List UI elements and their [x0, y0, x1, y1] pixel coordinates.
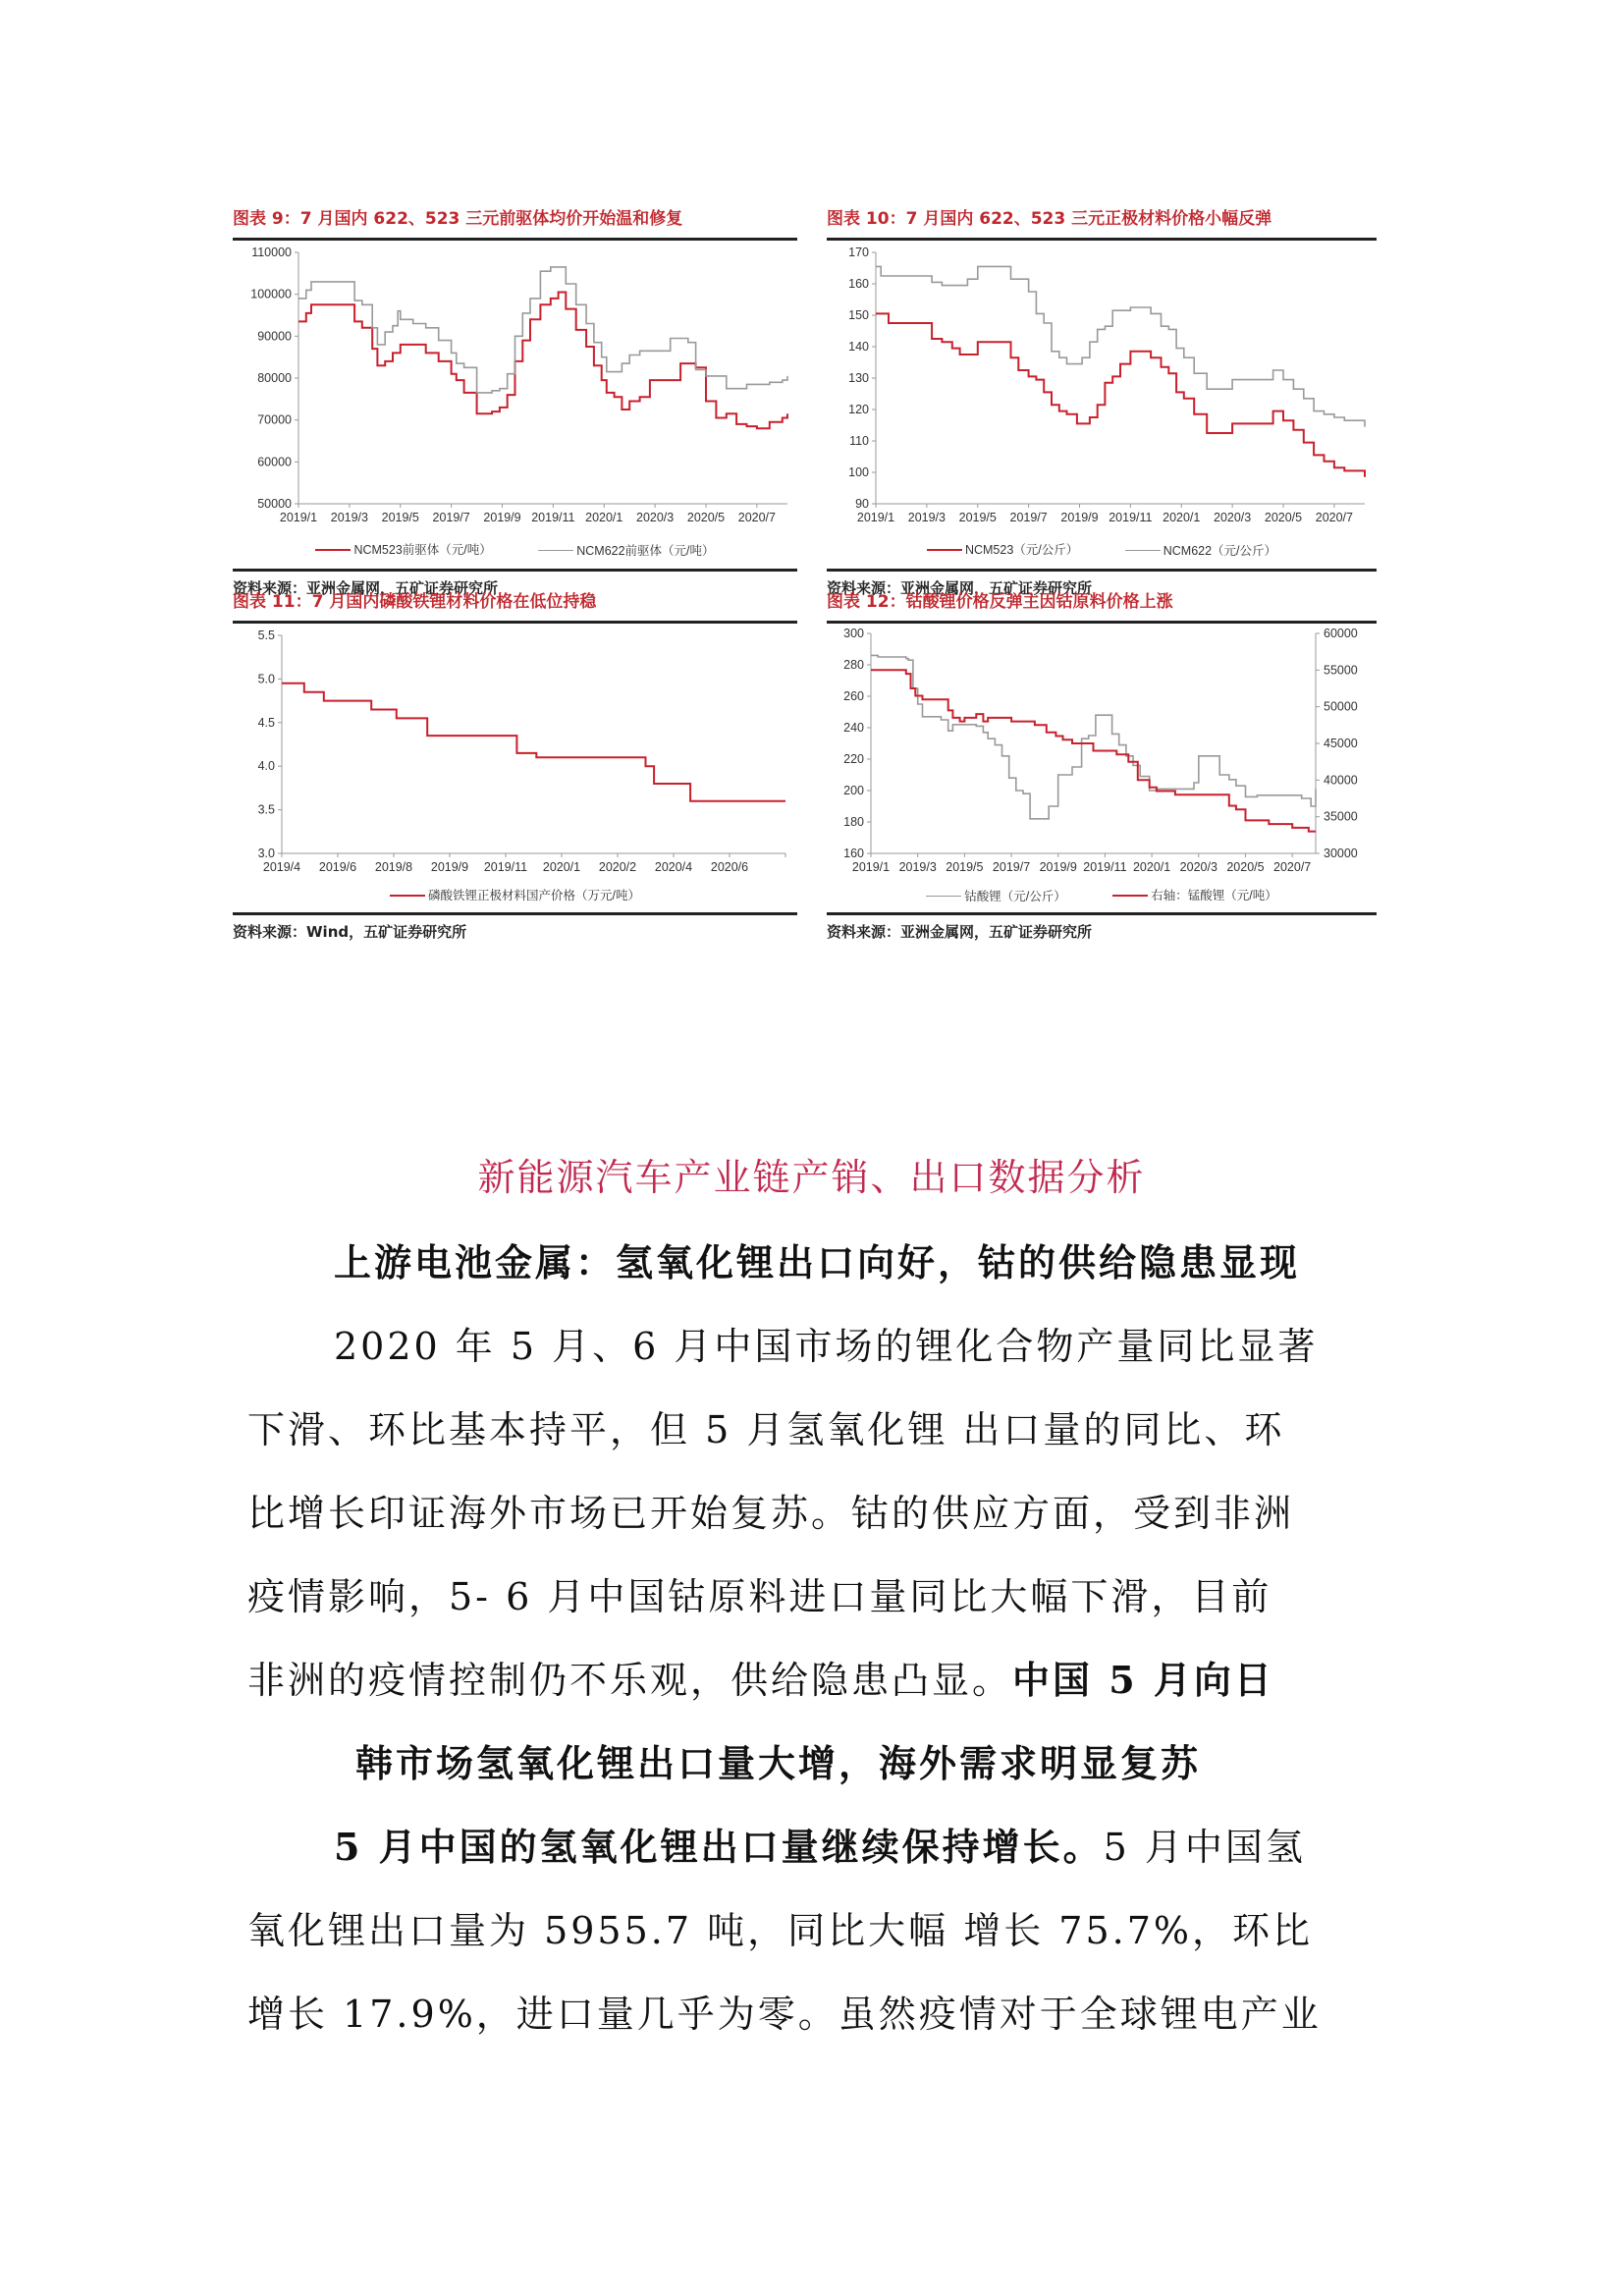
y2-tick-label: 35000 — [1324, 809, 1358, 824]
x-tick-label: 2020/5 — [1226, 860, 1265, 874]
chart-legend — [827, 881, 1377, 904]
x-tick-label: 2019/1 — [851, 860, 891, 874]
series-line-1 — [871, 670, 1316, 831]
x-tick-label: 2019/11 — [1083, 860, 1127, 874]
y-tick-label: 90 — [855, 497, 869, 511]
series-line-1 — [876, 266, 1365, 426]
x-tick-label: 2019/11 — [1109, 511, 1153, 524]
paragraph-2-line-1 — [334, 1817, 1306, 1871]
x-tick-label: 2019/6 — [318, 860, 357, 874]
y-tick-label: 4.0 — [257, 759, 275, 774]
section-title: 新能源汽车产业链产销、出口数据分析 — [477, 1156, 1146, 1199]
x-tick-label: 2019/9 — [1039, 860, 1077, 874]
x-tick-label: 2020/3 — [1214, 511, 1252, 524]
divider — [827, 569, 1377, 572]
x-tick-label: 2019/4 — [262, 860, 301, 874]
divider — [233, 912, 797, 915]
subheading-2: 韩市场氢氧化锂出口量大增，海外需求明显复苏 — [355, 1741, 1202, 1785]
legend-item — [538, 539, 714, 563]
legend-label: NCM622（元/公斤） — [1163, 543, 1277, 558]
y2-tick-label: 50000 — [1324, 699, 1358, 714]
x-tick-label: 2020/7 — [1315, 511, 1353, 524]
y-tick-label: 260 — [843, 689, 864, 703]
y-tick-label: 300 — [843, 627, 864, 640]
y2-tick-label: 55000 — [1324, 663, 1358, 678]
chart-12-plot — [827, 624, 1377, 881]
y-tick-label: 130 — [848, 371, 869, 385]
x-tick-label: 2020/1 — [1132, 860, 1171, 874]
legend-item — [1112, 884, 1276, 907]
legend-label: 磷酸铁锂正极材料国产价格（万元/吨） — [428, 889, 640, 902]
chart-legend — [233, 535, 797, 559]
y-tick-label: 150 — [848, 308, 869, 322]
legend-swatch — [927, 549, 962, 551]
x-tick-label: 2019/9 — [430, 860, 469, 874]
legend-item — [315, 538, 491, 562]
x-tick-label: 2019/1 — [856, 511, 895, 524]
x-tick-label: 2020/7 — [1273, 860, 1312, 874]
chart-10-plot — [827, 241, 1377, 535]
source-note: 资料来源：亚洲金属网，五矿证券研究所 — [827, 923, 1093, 941]
subheading-1: 上游电池金属：氢氧化锂出口向好，钴的供给隐患显现 — [334, 1240, 1301, 1285]
legend-swatch — [1112, 895, 1148, 897]
paragraph-2-line-3: 增长 17.9%，进口量几乎为零。虽然疫情对于全球锂电产业 — [247, 1993, 1322, 2036]
y-tick-label: 220 — [843, 752, 864, 766]
y2-tick-label: 45000 — [1324, 737, 1358, 750]
x-tick-label: 2019/1 — [279, 511, 318, 524]
legend-item — [927, 538, 1078, 562]
x-tick-label: 2019/7 — [1009, 511, 1048, 524]
x-tick-label: 2019/7 — [432, 511, 470, 524]
y-tick-label: 140 — [848, 340, 869, 354]
y2-tick-label: 60000 — [1324, 627, 1358, 640]
x-tick-label: 2020/1 — [585, 511, 623, 524]
x-tick-label: 2019/9 — [1060, 511, 1099, 524]
text-normal: 5 月中国氢 — [1103, 1826, 1306, 1869]
chart-panel-11 — [233, 591, 797, 942]
legend-label: NCM622前驱体（元/吨） — [576, 543, 715, 558]
x-tick-label: 2020/6 — [710, 860, 749, 874]
x-tick-label: 2019/5 — [958, 511, 997, 524]
x-tick-label: 2020/3 — [1179, 860, 1217, 874]
x-tick-label: 2019/7 — [992, 860, 1031, 874]
text-bold: 5 月中国的氢氧化锂出口量继续保持增长。 — [334, 1825, 1104, 1869]
legend-swatch — [538, 550, 573, 551]
legend-item — [1125, 539, 1276, 563]
y-tick-label: 110000 — [251, 246, 292, 259]
y-tick-label: 100000 — [250, 287, 292, 301]
x-tick-label: 2019/11 — [531, 511, 575, 524]
y-tick-label: 80000 — [257, 371, 292, 385]
x-tick-label: 2020/3 — [636, 511, 675, 524]
legend-label: 右轴：锰酸锂（元/吨） — [1151, 889, 1277, 902]
chart-panel-12 — [827, 591, 1377, 942]
x-tick-label: 2019/5 — [946, 860, 984, 874]
chart-legend — [233, 881, 797, 904]
legend-swatch — [1125, 550, 1161, 551]
y2-tick-label: 30000 — [1324, 847, 1358, 860]
x-tick-label: 2019/3 — [907, 511, 946, 524]
y-tick-label: 100 — [848, 465, 869, 479]
legend-swatch — [315, 549, 351, 551]
x-tick-label: 2019/5 — [381, 511, 419, 524]
paragraph-1-line-3: 比增长印证海外市场已开始复苏。钴的供应方面，受到非洲 — [247, 1492, 1295, 1535]
text-bold: 中国 5 月向日 — [1012, 1658, 1274, 1702]
chart-9-plot — [233, 241, 797, 535]
y-tick-label: 60000 — [257, 455, 292, 469]
chart-panel-9 — [233, 208, 797, 598]
y-tick-label: 50000 — [257, 497, 292, 511]
legend-item — [926, 885, 1065, 908]
paragraph-1-line-1: 2020 年 5 月、6 月中国市场的锂化合物产量同比显著 — [334, 1325, 1319, 1368]
y-tick-label: 4.5 — [257, 715, 275, 730]
chart-title: 图表 12：钴酸锂价格反弹主因钴原料价格上涨 — [827, 592, 1173, 612]
series-line-0 — [282, 683, 785, 801]
legend-label: NCM523前驱体（元/吨） — [353, 543, 492, 557]
series-line-0 — [871, 655, 1316, 818]
divider — [827, 912, 1377, 915]
paragraph-2-line-2: 氧化锂出口量为 5955.7 吨，同比大幅 增长 75.7%，环比 — [247, 1909, 1313, 1952]
x-tick-label: 2020/2 — [598, 860, 637, 874]
chart-legend — [827, 535, 1377, 559]
paragraph-1-line-4: 疫情影响，5- 6 月中国钴原料进口量同比大幅下滑，目前 — [247, 1575, 1272, 1618]
x-tick-label: 2020/4 — [654, 860, 693, 874]
y-tick-label: 160 — [848, 277, 869, 291]
y-tick-label: 280 — [843, 658, 864, 672]
y-tick-label: 3.5 — [257, 802, 275, 817]
x-tick-label: 2019/8 — [374, 860, 413, 874]
y-tick-label: 3.0 — [257, 847, 275, 860]
paragraph-1-line-5 — [247, 1650, 1274, 1704]
divider — [233, 569, 797, 572]
legend-swatch — [390, 895, 425, 897]
y-tick-label: 180 — [843, 815, 864, 829]
chart-title: 图表 11：7 月国内磷酸铁锂材料价格在低位持稳 — [233, 592, 597, 612]
x-tick-label: 2020/5 — [686, 511, 726, 524]
x-tick-label: 2019/11 — [483, 860, 528, 874]
y-tick-label: 120 — [848, 403, 869, 416]
legend-item — [390, 884, 640, 907]
x-tick-label: 2020/1 — [542, 860, 581, 874]
source-note: 资料来源：亚洲金属网，五矿证券研究所 — [827, 579, 1093, 597]
y-tick-label: 90000 — [257, 329, 292, 344]
chart-panel-10 — [827, 208, 1377, 598]
x-tick-label: 2019/3 — [898, 860, 937, 874]
y-tick-label: 170 — [848, 246, 869, 259]
chart-title: 图表 9：7 月国内 622、523 三元前驱体均价开始温和修复 — [233, 209, 683, 229]
y2-tick-label: 40000 — [1324, 773, 1358, 788]
y-tick-label: 160 — [843, 847, 864, 860]
y-tick-label: 5.0 — [257, 672, 275, 686]
x-tick-label: 2020/1 — [1163, 511, 1201, 524]
y-tick-label: 240 — [843, 721, 864, 735]
legend-label: NCM523（元/公斤） — [964, 543, 1079, 557]
source-note: 资料来源：Wind，五矿证券研究所 — [233, 923, 467, 941]
x-tick-label: 2020/5 — [1264, 511, 1303, 524]
chart-title: 图表 10：7 月国内 622、523 三元正极材料价格小幅反弹 — [827, 209, 1272, 229]
chart-11-plot — [233, 624, 797, 881]
y-tick-label: 200 — [843, 784, 864, 797]
text-normal: 非洲的疫情控制仍不乐观，供给隐患凸显。 — [247, 1659, 1013, 1702]
y-tick-label: 110 — [849, 434, 869, 448]
series-line-0 — [876, 313, 1365, 476]
y-tick-label: 70000 — [257, 412, 292, 427]
x-tick-label: 2019/9 — [483, 511, 521, 524]
paragraph-1-line-2: 下滑、环比基本持平，但 5 月氢氧化锂 出口量的同比、环 — [247, 1408, 1285, 1451]
legend-swatch — [926, 896, 961, 897]
y-tick-label: 5.5 — [257, 629, 275, 642]
x-tick-label: 2019/3 — [330, 511, 368, 524]
x-tick-label: 2020/7 — [737, 511, 776, 524]
legend-label: 钴酸锂（元/公斤） — [964, 889, 1066, 903]
source-note: 资料来源：亚洲金属网，五矿证券研究所 — [233, 579, 499, 597]
